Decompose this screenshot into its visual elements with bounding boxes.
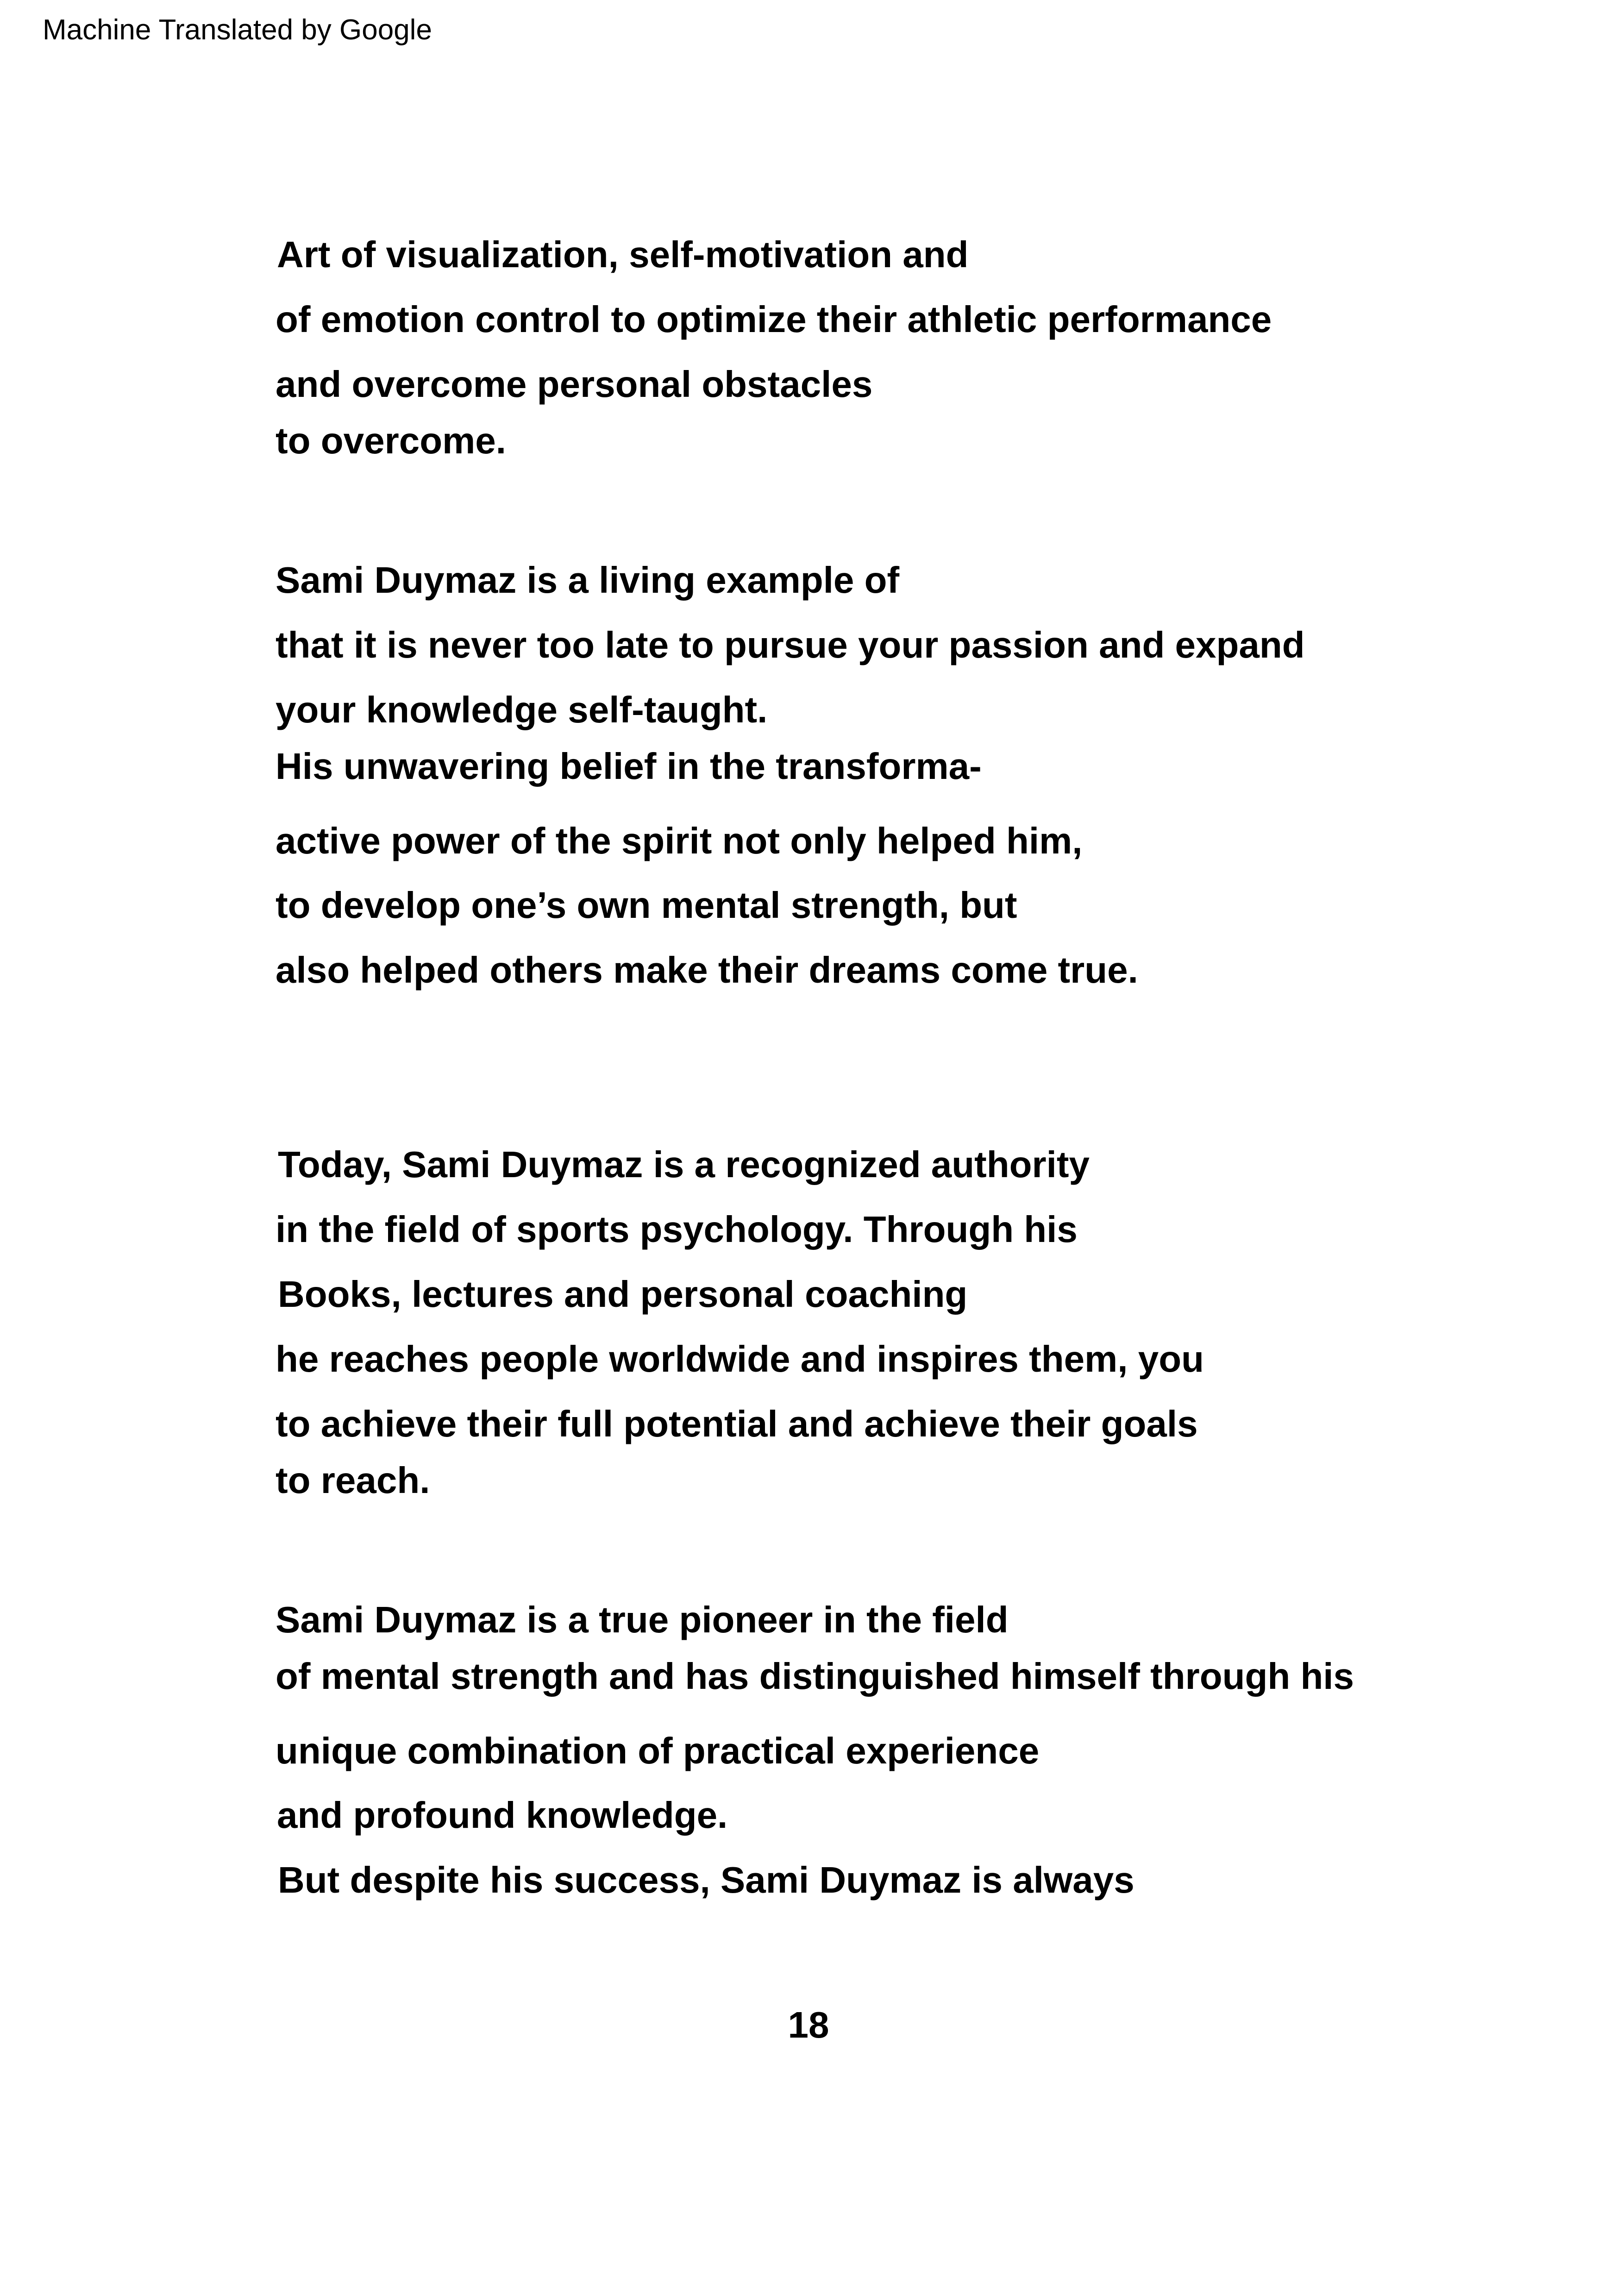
text-line: to overcome.: [276, 420, 506, 461]
text-line: Art of visualization, self-motivation and: [277, 234, 969, 275]
text-line: to reach.: [276, 1460, 430, 1501]
text-line: of mental strength and has distinguished himself through his: [276, 1656, 1354, 1697]
machine-translation-banner: Machine Translated by Google: [43, 14, 432, 46]
text-line: to achieve their full potential and achieve their goals: [276, 1403, 1198, 1444]
text-line: But despite his success, Sami Duymaz is always: [278, 1859, 1134, 1901]
text-line: of emotion control to optimize their athletic performance: [276, 299, 1272, 340]
text-line: to develop one’s own mental strength, but: [276, 885, 1017, 926]
text-line: also helped others make their dreams come true.: [276, 949, 1138, 991]
text-line: in the field of sports psychology. Through his: [276, 1209, 1078, 1250]
text-line: and profound knowledge.: [277, 1794, 728, 1836]
text-line: Books, lectures and personal coaching: [278, 1273, 968, 1315]
text-line: His unwavering belief in the transforma-: [276, 746, 982, 787]
text-line: your knowledge self-taught.: [276, 689, 768, 730]
text-line: he reaches people worldwide and inspires them, you: [276, 1338, 1204, 1380]
text-line: that it is never too late to pursue your passion and expand: [276, 624, 1305, 665]
text-line: Today, Sami Duymaz is a recognized authority: [278, 1144, 1090, 1185]
page-number: 18: [788, 2004, 829, 2045]
text-line: Sami Duymaz is a true pioneer in the field: [276, 1599, 1009, 1640]
text-line: unique combination of practical experience: [276, 1730, 1040, 1771]
text-line: and overcome personal obstacles: [276, 364, 873, 405]
text-line: Sami Duymaz is a living example of: [276, 559, 900, 601]
text-line: active power of the spirit not only helped him,: [276, 820, 1083, 861]
